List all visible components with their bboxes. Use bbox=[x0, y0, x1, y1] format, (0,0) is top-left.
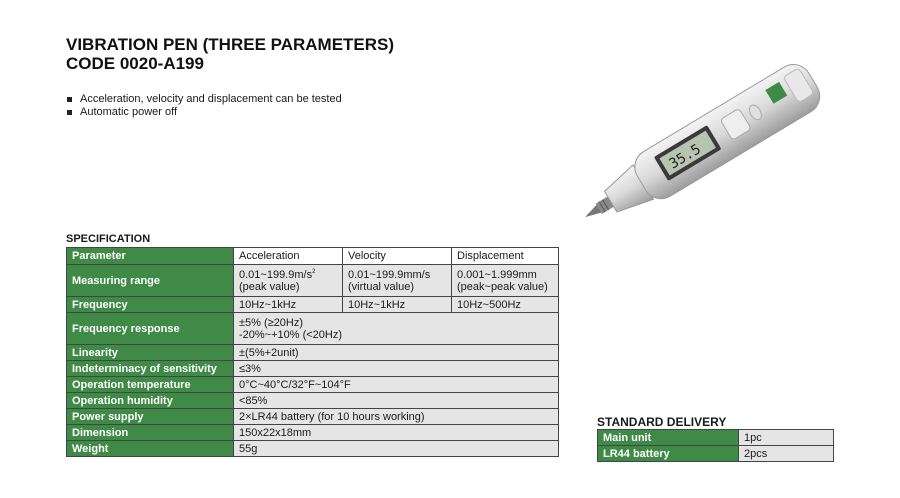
table-cell: ≤3% bbox=[234, 361, 559, 377]
lcd-reading: 35.5 bbox=[666, 141, 704, 173]
table-cell: 0°C~40°C/32°F~104°F bbox=[234, 377, 559, 393]
row-label: Linearity bbox=[67, 345, 234, 361]
column-header: Displacement bbox=[452, 248, 559, 265]
column-header: Acceleration bbox=[234, 248, 343, 265]
delivery-heading: STANDARD DELIVERY bbox=[597, 415, 727, 429]
table-row bbox=[67, 313, 559, 345]
table-cell: 55g bbox=[234, 441, 559, 457]
table-row bbox=[67, 345, 559, 361]
row-label: Measuring range bbox=[67, 265, 234, 297]
row-label: Dimension bbox=[67, 425, 234, 441]
specification-table bbox=[66, 247, 559, 457]
row-label: LR44 battery bbox=[598, 446, 739, 462]
table-cell: 1pc bbox=[739, 430, 834, 446]
table-row bbox=[598, 430, 834, 446]
table-row bbox=[67, 377, 559, 393]
specification-heading: SPECIFICATION bbox=[66, 233, 151, 245]
table-row bbox=[67, 248, 559, 265]
feature-item: Acceleration, velocity and displacement can be tested bbox=[66, 93, 342, 106]
table-row bbox=[67, 361, 559, 377]
row-label: Power supply bbox=[67, 409, 234, 425]
feature-item: Automatic power off bbox=[66, 106, 342, 119]
table-row bbox=[67, 393, 559, 409]
row-label: Frequency response bbox=[67, 313, 234, 345]
product-name: VIBRATION PEN (THREE PARAMETERS) bbox=[66, 35, 395, 54]
table-row bbox=[67, 297, 559, 313]
row-label: Operation humidity bbox=[67, 393, 234, 409]
table-cell: 10Hz~1kHz bbox=[343, 297, 452, 313]
table-row bbox=[67, 265, 559, 297]
row-label: Weight bbox=[67, 441, 234, 457]
row-label: Frequency bbox=[67, 297, 234, 313]
table-cell: ±(5%+2unit) bbox=[234, 345, 559, 361]
feature-list bbox=[66, 93, 342, 119]
table-cell: 2×LR44 battery (for 10 hours working) bbox=[234, 409, 559, 425]
table-cell: ±5% (≥20Hz) -20%~+10% (<20Hz) bbox=[234, 313, 559, 345]
table-cell: 10Hz~500Hz bbox=[452, 297, 559, 313]
table-cell: 10Hz~1kHz bbox=[234, 297, 343, 313]
table-cell: 2pcs bbox=[739, 446, 834, 462]
table-row bbox=[67, 425, 559, 441]
vibration-pen-image bbox=[545, 45, 845, 235]
table-cell: 150x22x18mm bbox=[234, 425, 559, 441]
row-label: Operation temperature bbox=[67, 377, 234, 393]
row-label: Parameter bbox=[67, 248, 234, 265]
table-row bbox=[598, 446, 834, 462]
table-cell: <85% bbox=[234, 393, 559, 409]
product-code: CODE 0020-A199 bbox=[66, 54, 204, 73]
product-title bbox=[66, 35, 394, 73]
table-row bbox=[67, 441, 559, 457]
row-label: Main unit bbox=[598, 430, 739, 446]
delivery-table bbox=[597, 429, 834, 462]
table-cell: $0.01\sim 199.9m/s^2$ (peak value) bbox=[234, 265, 343, 297]
table-cell: 0.001~1.999mm (peak~peak value) bbox=[452, 265, 559, 297]
table-cell: 0.01~199.9mm/s (virtual value) bbox=[343, 265, 452, 297]
column-header: Velocity bbox=[343, 248, 452, 265]
row-label: Indeterminacy of sensitivity bbox=[67, 361, 234, 377]
table-row bbox=[67, 409, 559, 425]
